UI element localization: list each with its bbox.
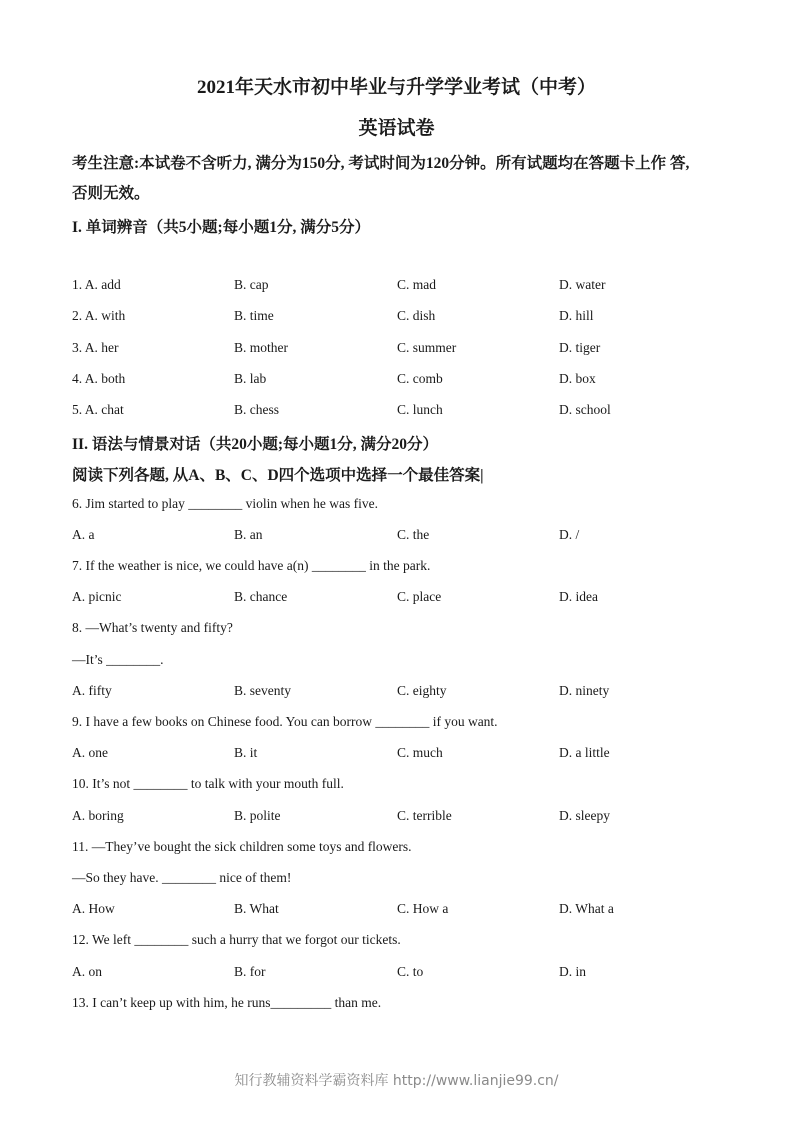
option: C. the <box>397 527 430 542</box>
question-row-5 <box>0 402 793 422</box>
question-row-3 <box>0 340 793 360</box>
option: A. on <box>72 964 102 979</box>
option: A. boring <box>72 808 124 823</box>
option: C. lunch <box>397 402 443 417</box>
question-12-options <box>0 964 793 984</box>
question-11: 11. —They’ve bought the sick children some toys and flowers. <box>72 839 412 854</box>
option: 4. A. both <box>72 371 126 386</box>
question-8-options <box>0 683 793 703</box>
option: B. What <box>234 901 279 916</box>
option: B. for <box>234 964 266 979</box>
question-row-2 <box>0 308 793 328</box>
option: C. dish <box>397 308 436 323</box>
question-12: 12. We left ________ such a hurry that we forgot our tickets. <box>72 932 401 947</box>
option: 2. A. with <box>72 308 126 323</box>
option: B. polite <box>234 808 281 823</box>
question-8: 8. —What’s twenty and fifty? <box>72 620 233 635</box>
exam-subtitle: 英语试卷 <box>358 118 435 139</box>
question-7: 7. If the weather is nice, we could have a(n) ________ in the park. <box>72 558 431 573</box>
option: B. time <box>234 308 274 323</box>
question-9: 9. I have a few books on Chinese food. You can borrow ________ if you want. <box>72 714 498 729</box>
option: D. water <box>559 277 606 292</box>
option: B. cap <box>234 277 269 292</box>
option: D. school <box>559 402 611 417</box>
question-10: 10. It’s not ________ to talk with your mouth full. <box>72 776 344 791</box>
option: A. picnic <box>72 589 122 604</box>
option: C. terrible <box>397 808 452 823</box>
question-11-options <box>0 901 793 921</box>
section-1-heading: I. 单词辨音（共5小题;每小题1分, 满分5分） <box>72 219 370 236</box>
question-7-options <box>0 589 793 609</box>
option: D. tiger <box>559 340 601 355</box>
option: C. much <box>397 745 443 760</box>
option: A. How <box>72 901 115 916</box>
option: B. lab <box>234 371 267 386</box>
option: D. in <box>559 964 586 979</box>
option: 3. A. her <box>72 340 119 355</box>
notice-line-1: 考生注意:本试卷不含听力, 满分为150分, 考试时间为120分钟。所有试题均在答题卡上作 答, <box>72 155 690 172</box>
option: D. sleepy <box>559 808 610 823</box>
option: 1. A. add <box>72 277 121 292</box>
option: D. box <box>559 371 596 386</box>
option: B. mother <box>234 340 288 355</box>
option: C. mad <box>397 277 436 292</box>
option: A. a <box>72 527 95 542</box>
question-8-reply: —It’s ________. <box>72 652 164 667</box>
option: D. ninety <box>559 683 610 698</box>
question-6-options <box>0 527 793 547</box>
option: D. idea <box>559 589 598 604</box>
section-2-instruction: 阅读下列各题, 从A、B、C、D四个选项中选择一个最佳答案| <box>72 467 484 484</box>
option: D. a little <box>559 745 610 760</box>
question-11-reply: —So they have. ________ nice of them! <box>72 870 292 885</box>
option: D. / <box>559 527 580 542</box>
option: C. comb <box>397 371 443 386</box>
option: B. an <box>234 527 263 542</box>
question-10-options <box>0 808 793 828</box>
question-row-1 <box>0 277 793 297</box>
option: A. fifty <box>72 683 112 698</box>
question-6: 6. Jim started to play ________ violin when he was five. <box>72 496 378 511</box>
option: C. summer <box>397 340 457 355</box>
option: B. it <box>234 745 258 760</box>
question-9-options <box>0 745 793 765</box>
question-13: 13. I can’t keep up with him, he runs_________ than me. <box>72 995 382 1010</box>
exam-title: 2021年天水市初中毕业与升学学业考试（中考） <box>196 77 596 98</box>
option: A. one <box>72 745 108 760</box>
option: 5. A. chat <box>72 402 124 417</box>
notice-line-2: 否则无效。 <box>72 185 150 202</box>
question-row-4 <box>0 371 793 391</box>
footer-watermark: 知行教辅资料学霸资料库 http://www.lianjie99.cn/ <box>234 1073 559 1089</box>
option: C. place <box>397 589 442 604</box>
option: D. What a <box>559 901 614 916</box>
option: B. seventy <box>234 683 291 698</box>
option: C. eighty <box>397 683 447 698</box>
option: D. hill <box>559 308 594 323</box>
section-2-heading: II. 语法与情景对话（共20小题;每小题1分, 满分20分） <box>72 436 438 453</box>
option: C. to <box>397 964 424 979</box>
option: C. How a <box>397 901 449 916</box>
option: B. chance <box>234 589 288 604</box>
option: B. chess <box>234 402 279 417</box>
